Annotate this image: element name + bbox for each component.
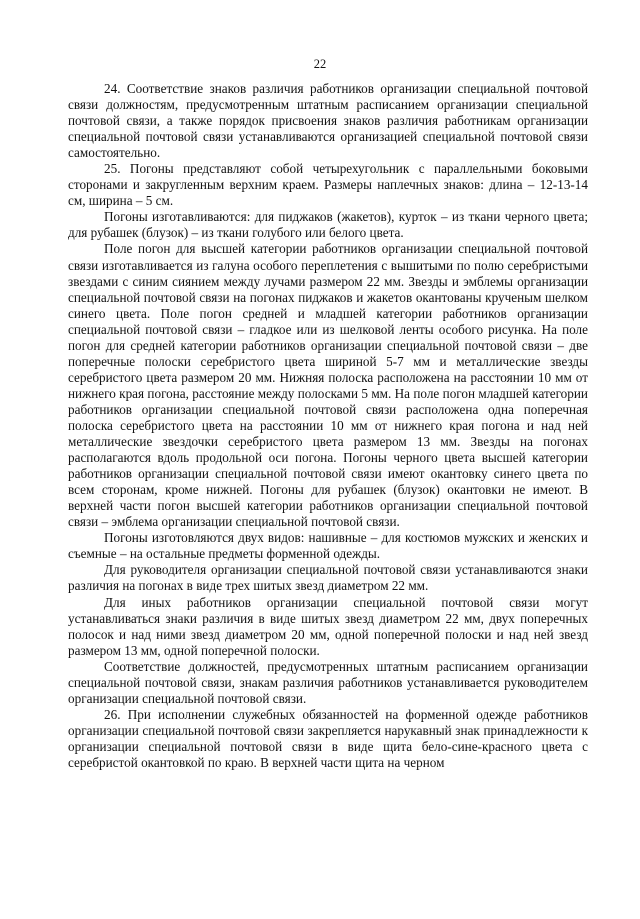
paragraph-other-insignia: Для иных работников организации специальной почтовой связи могут устанавливаться знаки различия в виде шитых звезд диаметром 22 мм, двух поперечных полосок и над ними звезд диаметром 20 мм, одной поперечной полоски и над ней звезд размером 13 мм, одной поперечной полоски. [68, 594, 588, 658]
paragraph-head-insignia: Для руководителя организации специальной почтовой связи устанавливаются знаки различия на погонах в виде трех шитых звезд диаметром 22 мм. [68, 562, 588, 594]
page-number: 22 [313, 57, 327, 71]
paragraph-24: 24. Соответствие знаков различия работников организации специальной почтовой связи должностям, предусмотренным штатным расписанием организации специальной почтовой связи, а также порядок присвоения знаков различия работникам организации специальной почтовой связи устанавливаются организацией специальной почтовой связи самостоятельно. [68, 81, 588, 161]
body-text [68, 81, 588, 771]
paragraph-shoulder-straps-field: Поле погон для высшей категории работников организации специальной почтовой связи изготавливается из галуна особого переплетения с вышитыми по полю серебристыми звездами с синим сиянием между лучами размером 22 мм. Звезды и эмблемы организации специальной почтовой связи на погонах пиджаков и жакетов окантованы крученым шелком синего цвета. Поле погон средней и младшей категории работников организации специальной почтовой связи – гладкое или из шелковой ленты особого рисунка. На поле погон для средней категории работников организации специальной почтовой связи – две поперечные полоски серебристого цвета шириной 5-7 мм и металлические звезды серебристого цвета размером 20 мм. Нижняя полоска расположена на расстоянии 10 мм от нижнего края погона, расстояние между полосками 5 мм. На поле погон младшей категории работников организации специальной почтовой связи расположена одна поперечная полоска серебристого цвета на расстоянии 10 мм от нижнего края погона и над ней металлические звездочки серебристого цвета размером 13 мм. Звезды на погонах располагаются вдоль продольной оси погона. Погоны черного цвета высшей категории работников организации специальной почтовой связи имеют окантовку синего цвета по всем сторонам, кроме нижней. Погоны для рубашек (блузок) окантовки не имеют. В верхней части погон высшей категории работников организации специальной почтовой связи – эмблема организации специальной почтовой связи. [68, 241, 588, 530]
paragraph-correspondence: Соответствие должностей, предусмотренных штатным расписанием организации специальной почтовой связи, знакам различия работников устанавливается руководителем организации специальной почтовой связи. [68, 658, 588, 706]
paragraph-shoulder-straps-types: Погоны изготовляются двух видов: нашивные – для костюмов мужских и женских и съемные – на остальные предметы форменной одежды. [68, 530, 588, 562]
paragraph-25: 25. Погоны представляют собой четырехугольник с параллельными боковыми сторонами и закругленным верхним краем. Размеры наплечных знаков: длина – 12-13-14 см, ширина – 5 см. [68, 161, 588, 209]
paragraph-shoulder-straps-material: Погоны изготавливаются: для пиджаков (жакетов), курток – из ткани черного цвета; для рубашек (блузок) – из ткани голубого или белого цвета. [68, 209, 588, 241]
paragraph-26: 26. При исполнении служебных обязанностей на форменной одежде работников организации специальной почтовой связи закрепляется нарукавный знак принадлежности к организации специальной почтовой связи в виде щита бело-сине-красного цвета с серебристой окантовкой по краю. В верхней части щита на черном [68, 706, 588, 770]
